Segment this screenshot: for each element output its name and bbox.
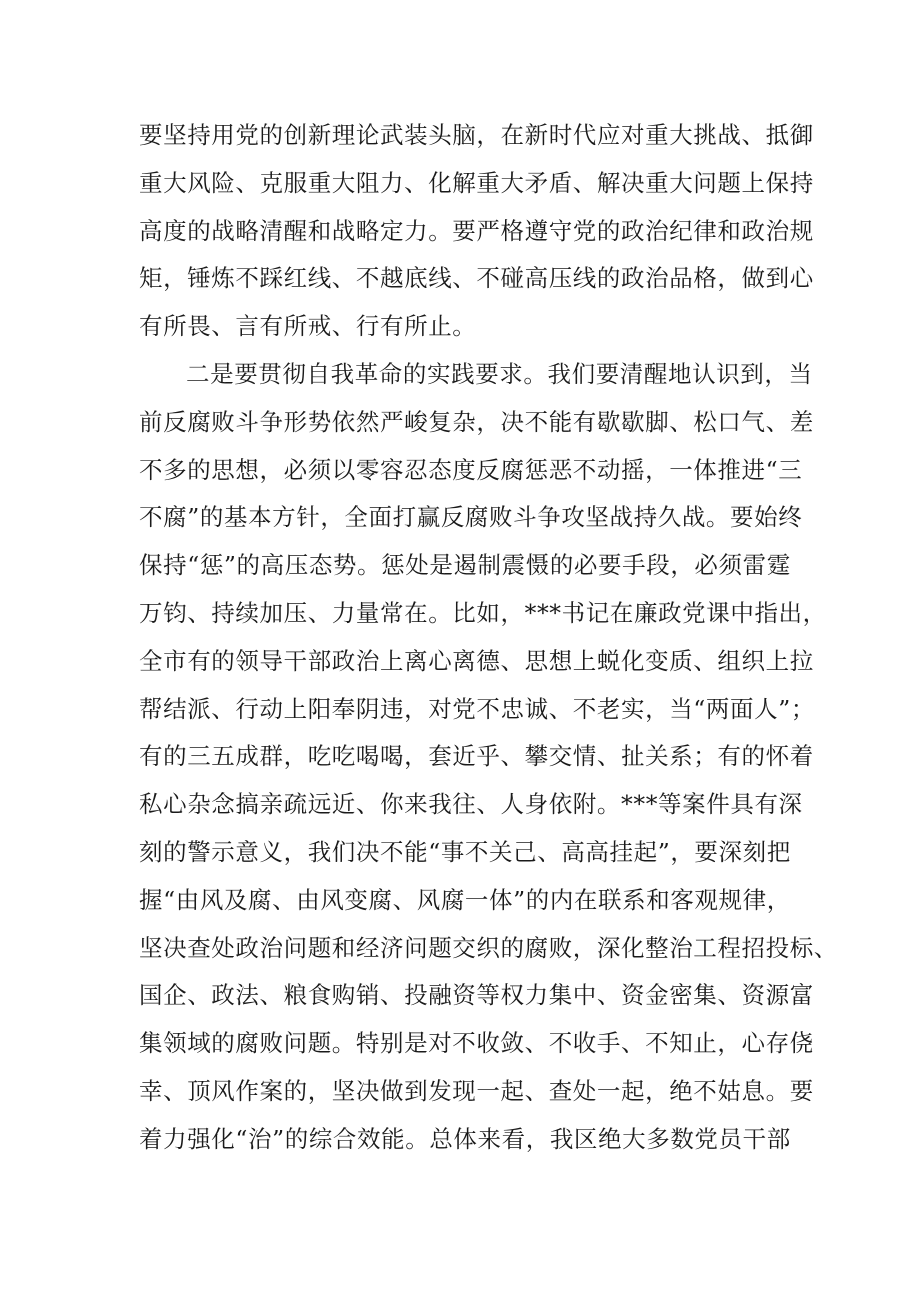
text-line: 坚决查处政治问题和经济问题交织的腐败，深化整治工程招投标、 [139, 933, 838, 962]
text-line: 私心杂念搞亲疏远近、你来我往、人身依附。***等案件具有深 [139, 790, 803, 819]
text-line: 帮结派、行动上阳奉阴违，对党不忠诚、不老实，当“两面人”； [139, 694, 815, 723]
text-line: 全市有的领导干部政治上离心离德、思想上蜕化变质、组织上拉 [139, 646, 814, 675]
text-line: 前反腐败斗争形势依然严峻复杂，决不能有歇歇脚、松口气、差 [139, 407, 814, 436]
text-line: 要坚持用党的创新理论武装头脑，在新时代应对重大挑战、抵御 [139, 121, 814, 149]
text-line: 刻的警示意义，我们决不能“事不关己、高高挂起”，要深刻把 [139, 837, 791, 866]
text-line: 保持“惩”的高压态势。惩处是遏制震慑的必要手段，必须雷霆 [139, 551, 791, 580]
text-line: 握“由风及腐、由风变腐、风腐一体”的内在联系和客观规律， [139, 885, 791, 914]
text-line: 不腐”的基本方针，全面打赢反腐败斗争攻坚战持久战。要始终 [139, 503, 803, 532]
text-line: 集领域的腐败问题。特别是对不收敛、不收手、不知止，心存侥 [139, 1029, 814, 1058]
text-line: 重大风险、克服重大阻力、化解重大矛盾、解决重大问题上保持 [139, 168, 814, 197]
text-line: 幸、顶风作案的，坚决做到发现一起、查处一起，绝不姑息。要 [139, 1076, 814, 1105]
text-line: 万钧、持续加压、力量常在。比如，***书记在廉政党课中指出， [139, 598, 827, 627]
text-line: 矩，锤炼不踩红线、不越底线、不碰高压线的政治品格，做到心 [139, 264, 814, 293]
text-line: 高度的战略清醒和战略定力。要严格遵守党的政治纪律和政治规 [139, 216, 814, 245]
body-text [139, 112, 838, 1164]
text-line: 不多的思想，必须以零容忍态度反腐惩恶不动摇，一体推进“三 [139, 455, 803, 484]
text-line: 着力强化“治”的综合效能。总体来看，我区绝大多数党员干部 [139, 1124, 791, 1153]
text-line: 有的三五成群，吃吃喝喝，套近乎、攀交情、扯关系；有的怀着 [139, 742, 814, 771]
paragraph-start-line: 二是要贯彻自我革命的实践要求。我们要清醒地认识到，当 [186, 359, 813, 388]
text-line: 有所畏、言有所戒、行有所止。 [139, 312, 477, 341]
text-line: 国企、政法、粮食购销、投融资等权力集中、资金密集、资源富 [139, 981, 814, 1010]
